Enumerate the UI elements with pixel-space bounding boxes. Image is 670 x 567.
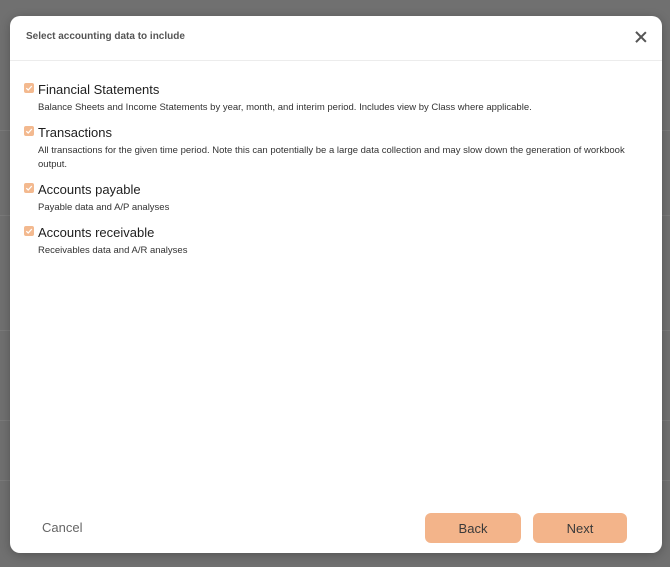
check-icon	[25, 227, 33, 235]
check-icon	[25, 84, 33, 92]
option-label: Accounts receivable	[38, 225, 155, 240]
option-accounts-receivable	[24, 225, 644, 258]
close-icon[interactable]	[634, 30, 648, 44]
accounts-payable-checkbox[interactable]	[24, 183, 34, 193]
option-financial-statements	[24, 82, 644, 115]
transactions-checkbox[interactable]	[24, 126, 34, 136]
option-accounts-payable	[24, 182, 644, 215]
option-label: Transactions	[38, 125, 112, 140]
financial-statements-checkbox[interactable]	[24, 83, 34, 93]
cancel-button[interactable]: Cancel	[42, 520, 83, 535]
options-list	[24, 82, 644, 268]
dialog-title: Select accounting data to include	[26, 31, 185, 42]
option-transactions	[24, 125, 644, 172]
check-icon	[25, 184, 33, 192]
option-description: Receivables data and A/R analyses	[38, 245, 188, 256]
option-description: All transactions for the given time period. Note this can potentially be a large data collection and may slow down the generation of workbook output.	[38, 145, 625, 170]
dialog-footer	[10, 513, 662, 543]
check-icon	[25, 127, 33, 135]
select-data-dialog	[10, 16, 662, 553]
next-button[interactable]: Next	[533, 513, 627, 543]
option-label: Accounts payable	[38, 182, 141, 197]
accounts-receivable-checkbox[interactable]	[24, 226, 34, 236]
option-description: Payable data and A/P analyses	[38, 202, 170, 213]
dialog-header	[10, 16, 662, 61]
option-description: Balance Sheets and Income Statements by year, month, and interim period. Includes view by Class where applicable.	[38, 102, 532, 113]
option-label: Financial Statements	[38, 82, 160, 97]
back-button[interactable]: Back	[425, 513, 521, 543]
